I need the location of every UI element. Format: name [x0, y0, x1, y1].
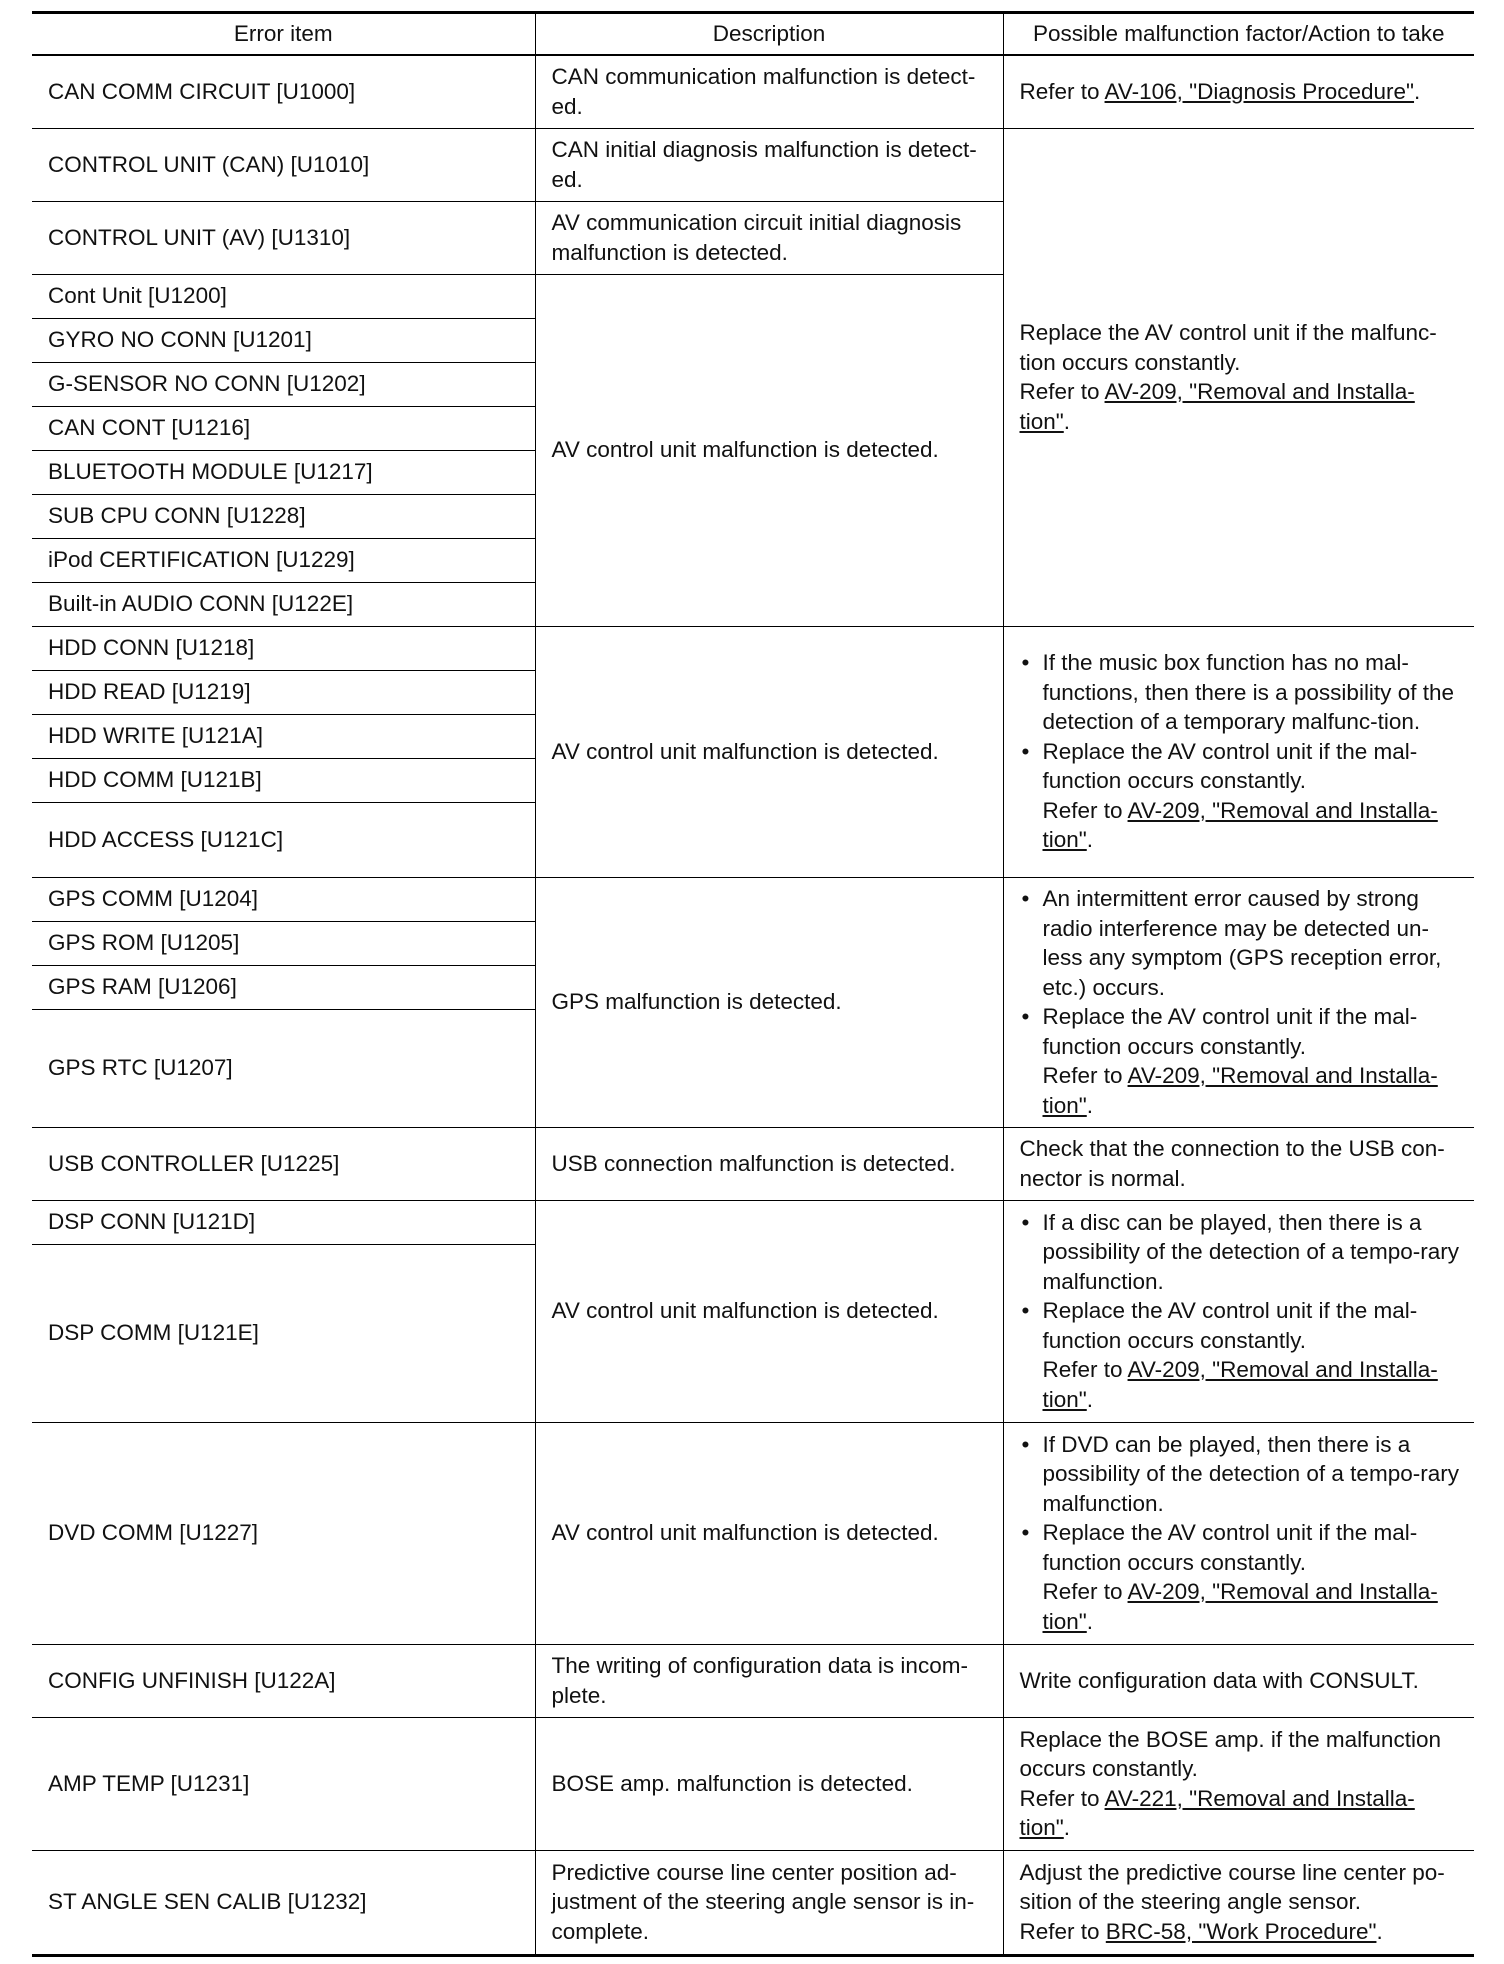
- header-row: [32, 13, 1474, 56]
- description: USB connection malfunction is detected.: [535, 1127, 1003, 1200]
- error-item: HDD WRITE [U121A]: [32, 714, 535, 758]
- error-item: DSP COMM [U121E]: [32, 1244, 535, 1422]
- description: AV control unit malfunction is detected.: [535, 274, 1003, 626]
- error-item: CONTROL UNIT (AV) [U1310]: [32, 201, 535, 274]
- error-code-table: [32, 11, 1474, 1957]
- action-list: [1020, 648, 1461, 855]
- action-list: [1020, 884, 1461, 1120]
- refer-text: Refer to: [1042, 797, 1128, 823]
- table-row: [32, 1127, 1474, 1200]
- description: AV control unit malfunction is detected.: [535, 1200, 1003, 1422]
- description: The writing of configuration data is incom-plete.: [535, 1644, 1003, 1717]
- action-cell: [1003, 1422, 1474, 1644]
- table-row: [32, 626, 1474, 670]
- refer-text: Refer to: [1042, 1357, 1128, 1383]
- reference-link[interactable]: AV-106, "Diagnosis Procedure": [1104, 79, 1415, 104]
- refer-line: [1043, 796, 1461, 855]
- action-bullet: [1020, 1296, 1461, 1414]
- table-row: [32, 55, 1474, 128]
- reference-link[interactable]: BRC-58, "Work Procedure": [1105, 1918, 1377, 1944]
- table-row: [32, 877, 1474, 921]
- action-cell: [1003, 128, 1474, 626]
- error-item: HDD CONN [U1218]: [32, 626, 535, 670]
- error-item: USB CONTROLLER [U1225]: [32, 1127, 535, 1200]
- description: BOSE amp. malfunction is detected.: [535, 1717, 1003, 1850]
- error-item: BLUETOOTH MODULE [U1217]: [32, 450, 535, 494]
- action-bullet: • If the music box function has no mal-functions, then there is a possibility of the detection of a temporary malfunc-tion.: [1020, 648, 1461, 737]
- header-error-item: Error item: [32, 13, 535, 56]
- table-row: [32, 1422, 1474, 1644]
- action-text: • Replace the AV control unit if the mal-function occurs constantly.: [1042, 1298, 1418, 1353]
- action-text: • Replace the AV control unit if the mal-function occurs constantly.: [1042, 1520, 1418, 1575]
- refer-tail: .: [1086, 1608, 1094, 1634]
- refer-tail: .: [1063, 408, 1071, 434]
- error-item: CONFIG UNFINISH [U122A]: [32, 1644, 535, 1717]
- action-text: • Replace the AV control unit if the mal-function occurs constantly.: [1042, 1004, 1418, 1059]
- description: GPS malfunction is detected.: [535, 877, 1003, 1127]
- action-bullet: [1020, 1002, 1461, 1120]
- refer-line: [1043, 1061, 1461, 1120]
- refer-tail: .: [1376, 1918, 1383, 1944]
- error-item: GPS COMM [U1204]: [32, 877, 535, 921]
- action-bullet: • If a disc can be played, then there is a possibility of the detection of a tempo-rary malfunction.: [1020, 1208, 1461, 1297]
- refer-text: Refer to: [1019, 1918, 1106, 1944]
- error-item: GPS RTC [U1207]: [32, 1009, 535, 1127]
- error-item: DSP CONN [U121D]: [32, 1200, 535, 1244]
- refer-tail: .: [1063, 1815, 1071, 1840]
- action-bullet: • An intermittent error caused by strong radio interference may be detected un-less any symptom (GPS reception error, etc.) occurs.: [1020, 884, 1461, 1002]
- refer-line: [1043, 1355, 1461, 1414]
- action-bullet: • If DVD can be played, then there is a possibility of the detection of a tempo-rary malfunction.: [1020, 1430, 1461, 1519]
- table-row: [32, 1644, 1474, 1717]
- refer-line: [1043, 1577, 1461, 1636]
- table-row: [32, 128, 1474, 201]
- reference-link[interactable]: AV-209, "Removal and Installa-tion": [1042, 1357, 1438, 1412]
- error-item: CONTROL UNIT (CAN) [U1010]: [32, 128, 535, 201]
- action-cell: Write configuration data with CONSULT.: [1003, 1644, 1474, 1717]
- error-item: iPod CERTIFICATION [U1229]: [32, 538, 535, 582]
- refer-text: Refer to: [1019, 1785, 1105, 1811]
- action-text: • Replace the AV control unit if the mal-function occurs constantly.: [1042, 738, 1418, 794]
- refer-line: [1020, 377, 1461, 436]
- action-cell: [1003, 55, 1474, 128]
- description: Predictive course line center position ad-justment of the steering angle sensor is in-complete.: [535, 1850, 1003, 1955]
- error-table-page: [32, 11, 1474, 1957]
- error-item: CAN CONT [U1216]: [32, 406, 535, 450]
- error-item: SUB CPU CONN [U1228]: [32, 494, 535, 538]
- error-item: Built-in AUDIO CONN [U122E]: [32, 582, 535, 626]
- error-item: CAN COMM CIRCUIT [U1000]: [32, 55, 535, 128]
- error-item: DVD COMM [U1227]: [32, 1422, 535, 1644]
- action-cell: [1003, 1717, 1474, 1850]
- error-item: HDD READ [U1219]: [32, 670, 535, 714]
- table-row: [32, 1717, 1474, 1850]
- error-item: AMP TEMP [U1231]: [32, 1717, 535, 1850]
- refer-text: Refer to: [1019, 79, 1105, 104]
- action-bullet: [1020, 1518, 1461, 1636]
- refer-text: Refer to: [1042, 1063, 1128, 1088]
- table-row: [32, 1200, 1474, 1244]
- action-cell: [1003, 1850, 1474, 1955]
- error-item: GPS ROM [U1205]: [32, 921, 535, 965]
- error-item: Cont Unit [U1200]: [32, 274, 535, 318]
- description: CAN initial diagnosis malfunction is detect-ed.: [535, 128, 1003, 201]
- action-list: [1020, 1208, 1461, 1415]
- error-item: GPS RAM [U1206]: [32, 965, 535, 1009]
- error-item: HDD COMM [U121B]: [32, 758, 535, 802]
- error-item: G-SENSOR NO CONN [U1202]: [32, 362, 535, 406]
- action-text: Replace the AV control unit if the malfunc-tion occurs constantly.: [1019, 320, 1437, 375]
- table-row: [32, 1850, 1474, 1955]
- error-item: HDD ACCESS [U121C]: [32, 802, 535, 877]
- description: CAN communication malfunction is detect-ed.: [535, 55, 1003, 128]
- description: AV control unit malfunction is detected.: [535, 626, 1003, 877]
- action-list: [1020, 1430, 1461, 1637]
- error-item: ST ANGLE SEN CALIB [U1232]: [32, 1850, 535, 1955]
- action-bullet: [1020, 737, 1461, 855]
- error-item: GYRO NO CONN [U1201]: [32, 318, 535, 362]
- refer-tail: .: [1086, 827, 1094, 853]
- reference-link[interactable]: AV-209, "Removal and Installa-tion": [1042, 1579, 1438, 1634]
- refer-tail: .: [1086, 1092, 1094, 1118]
- refer-tail: .: [1086, 1386, 1094, 1412]
- action-cell: Check that the connection to the USB con-nector is normal.: [1003, 1127, 1474, 1200]
- action-cell: [1003, 877, 1474, 1127]
- action-text: Replace the BOSE amp. if the malfunction occurs constantly.: [1019, 1726, 1441, 1781]
- reference-link[interactable]: AV-209, "Removal and Installa-tion": [1042, 797, 1438, 853]
- header-action: Possible malfunction factor/Action to take: [1003, 13, 1474, 56]
- refer-line: [1020, 1784, 1461, 1843]
- description: AV communication circuit initial diagnosis malfunction is detected.: [535, 201, 1003, 274]
- action-text: Adjust the predictive course line center po-sition of the steering angle sensor.: [1019, 1859, 1445, 1915]
- refer-text: Refer to: [1019, 379, 1105, 404]
- header-description: Description: [535, 13, 1003, 56]
- reference-link[interactable]: AV-209, "Removal and Installa-tion": [1019, 379, 1415, 434]
- refer-line: [1020, 1917, 1461, 1947]
- action-cell: [1003, 626, 1474, 877]
- refer-text: Refer to: [1042, 1579, 1128, 1605]
- refer-tail: .: [1414, 79, 1421, 104]
- description: AV control unit malfunction is detected.: [535, 1422, 1003, 1644]
- action-cell: [1003, 1200, 1474, 1422]
- reference-link[interactable]: AV-221, "Removal and Installa-tion": [1019, 1785, 1415, 1840]
- reference-link[interactable]: AV-209, "Removal and Installa-tion": [1042, 1063, 1438, 1118]
